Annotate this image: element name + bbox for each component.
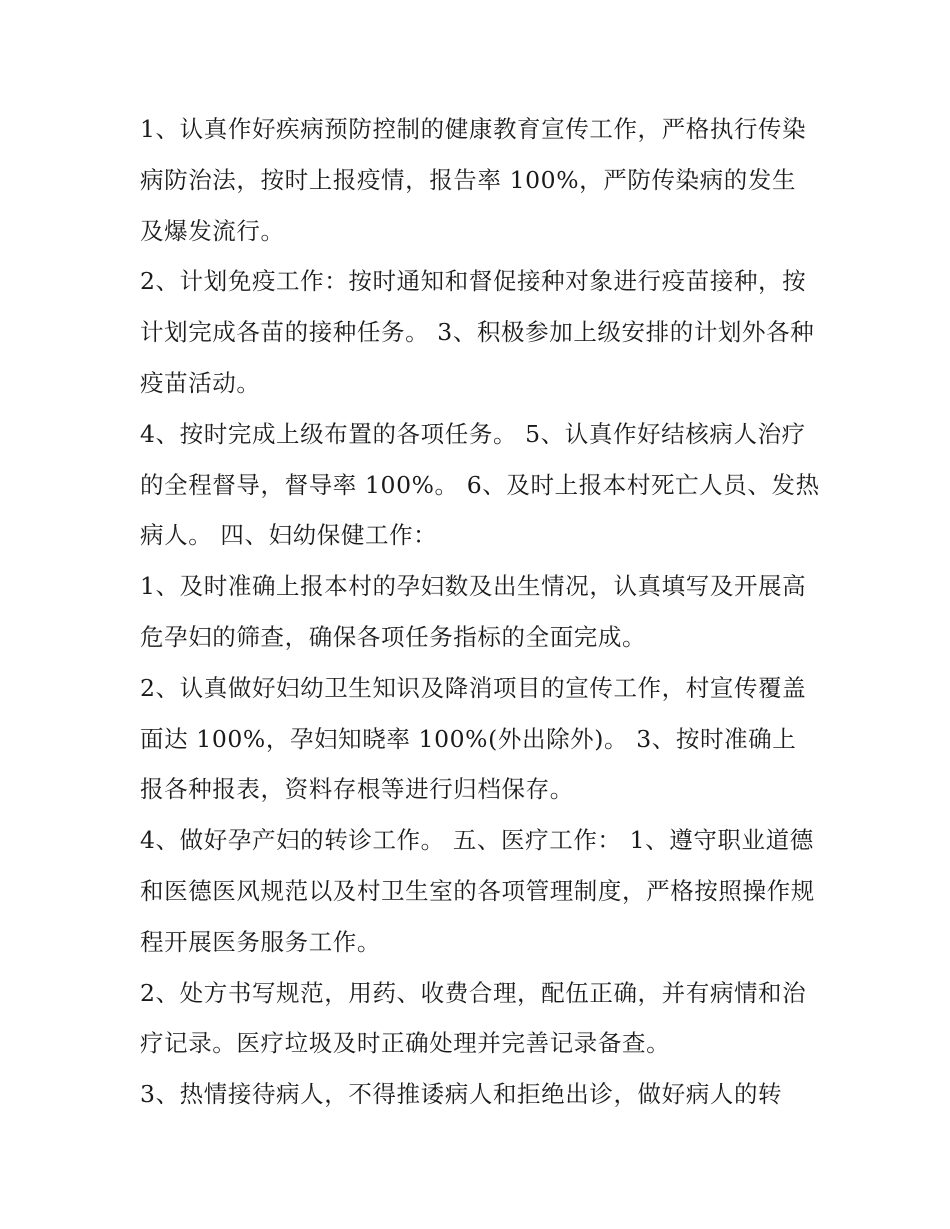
paragraph-referral-medical-work: 4、做好孕产妇的转诊工作。 五、医疗工作： 1、遵守职业道德和医德医风规范以及村卫生室的各项管理制度，严格按照操作规程开展医务服务工作。 [140,826,815,956]
paragraph-immunization: 2、计划免疫工作：按时通知和督促接种对象进行疫苗接种，按计划完成各苗的接种任务。 3、积极参加上级安排的计划外各种疫苗活动。 [140,267,815,397]
paragraph-pregnancy-reporting: 1、及时准确上报本村的孕妇数及出生情况，认真填写及开展高危孕妇的筛查，确保各项任务指标的全面完成。 [140,572,807,651]
paragraph-prescription: 2、处方书写规范，用药、收费合理，配伍正确，并有病情和治疗记录。医疗垃圾及时正确处理并完善记录备查。 [140,978,807,1058]
paragraph-disease-prevention: 1、认真作好疾病预防控制的健康教育宣传工作，严格执行传染病防治法，按时上报疫情，报告率 100%，严防传染病的发生及爆发流行。 [140,115,807,245]
paragraph-maternal-health-publicity: 2、认真做好妇幼卫生知识及降消项目的宣传工作，村宣传覆盖面达 100%，孕妇知晓率 100%(外出除外)。 3、按时准确上报各种报表，资料存根等进行归档保存。 [140,673,807,804]
paragraph-patient-reception: 3、热情接待病人，不得推诿病人和拒绝出诊，做好病人的转 [140,1080,783,1109]
paragraph-tasks-tuberculosis: 4、按时完成上级布置的各项任务。 5、认真作好结核病人治疗的全程督导，督导率 100%。 6、及时上报本村死亡人员、发热病人。 四、妇幼保健工作： [140,419,820,550]
document-body [140,104,820,1120]
